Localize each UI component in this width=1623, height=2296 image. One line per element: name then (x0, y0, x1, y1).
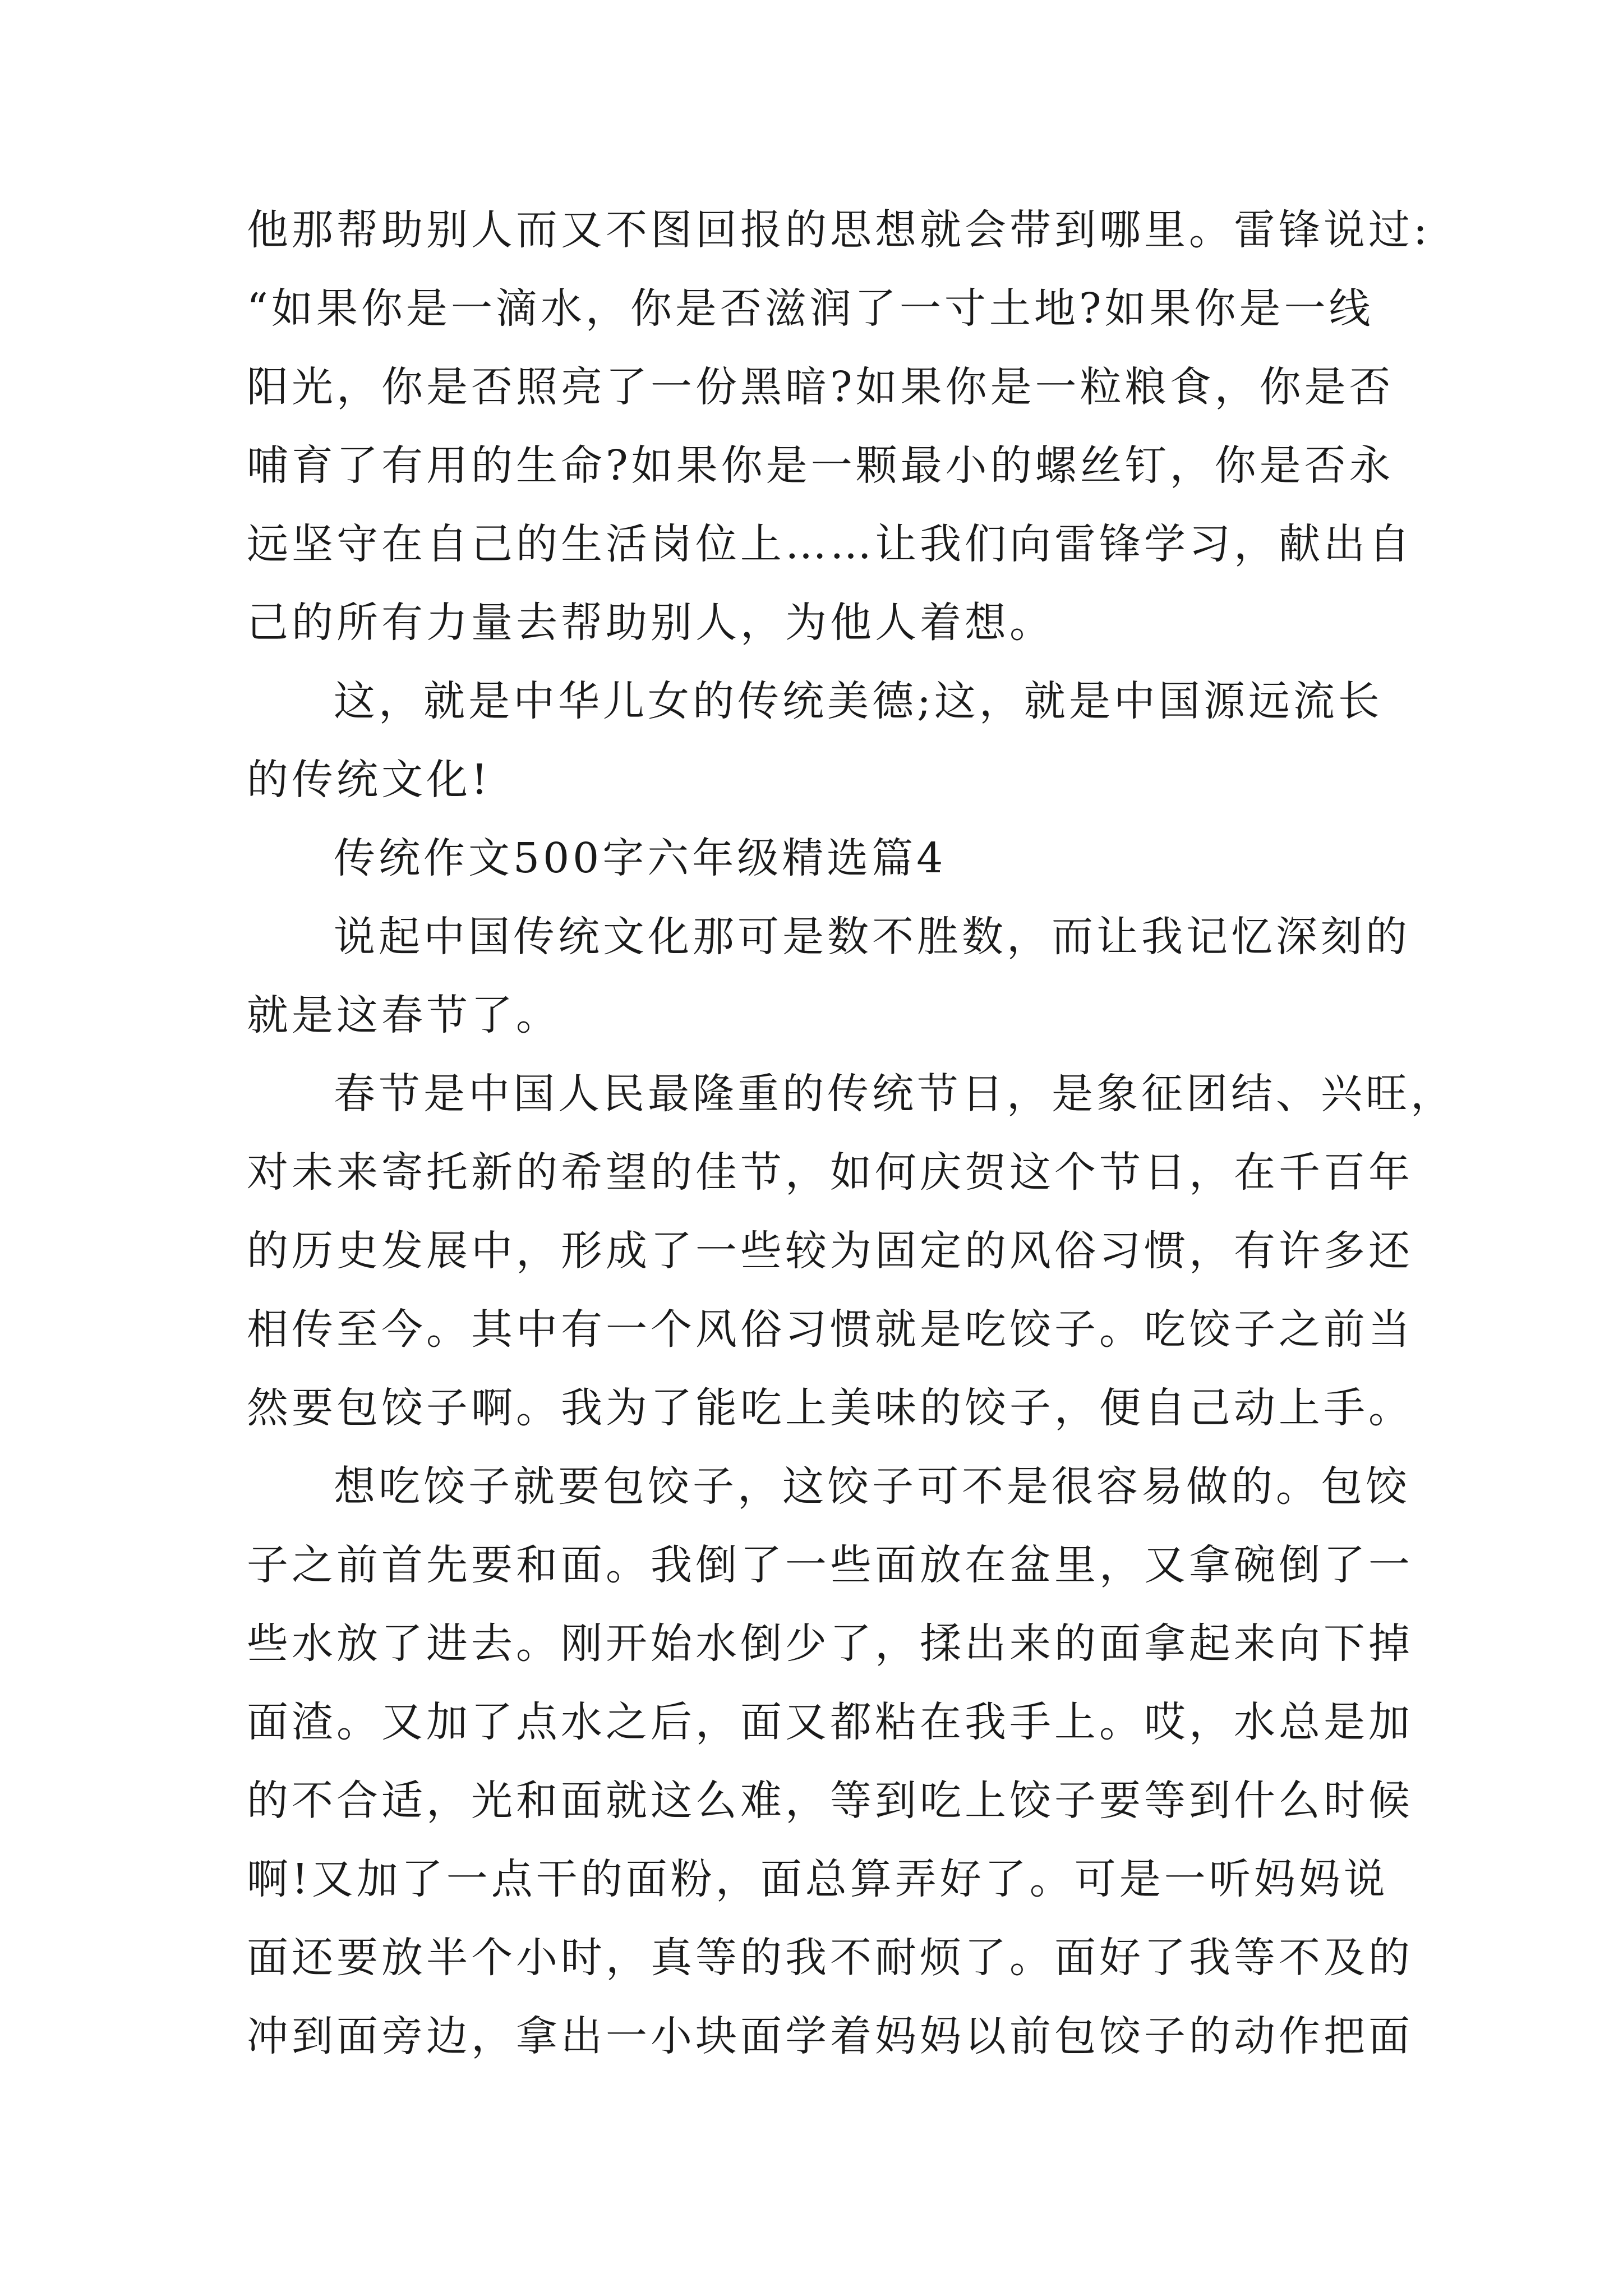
text-line: “如果你是一滴水，你是否滋润了一寸土地?如果你是一线 (247, 284, 1374, 333)
text-line: 哺育了有用的生命?如果你是一颗最小的螺丝钉，你是否永 (247, 441, 1394, 490)
paragraph-start-line: 这，就是中华儿女的传统美德;这，就是中国源远流长 (334, 677, 1383, 725)
text-line: 相传至今。其中有一个风俗习惯就是吃饺子。吃饺子之前当 (247, 1305, 1413, 1354)
paragraph-start-line: 说起中国传统文化那可是数不胜数，而让我记忆深刻的 (334, 913, 1410, 961)
text-line: 的不合适，光和面就这么难，等到吃上饺子要等到什么时候 (247, 1777, 1413, 1825)
text-line: 些水放了进去。刚开始水倒少了，揉出来的面拿起来向下掉 (247, 1619, 1413, 1668)
text-line: 阳光，你是否照亮了一份黑暗?如果你是一粒粮食，你是否 (247, 363, 1394, 411)
section-heading: 传统作文500字六年级精选篇4 (334, 834, 947, 882)
text-line: 冲到面旁边，拿出一小块面学着妈妈以前包饺子的动作把面 (247, 2012, 1413, 2060)
text-line: 就是这春节了。 (247, 991, 561, 1039)
text-line: 他那帮助别人而又不图回报的思想就会带到哪里。雷锋说过: (247, 206, 1431, 254)
body-text (247, 191, 1455, 2076)
paragraph-start-line: 春节是中国人民最隆重的传统节日，是象征团结、兴旺， (334, 1070, 1455, 1118)
text-line: 然要包饺子啊。我为了能吃上美味的饺子，便自己动上手。 (247, 1384, 1413, 1432)
text-line: 己的所有力量去帮助别人，为他人着想。 (247, 599, 1054, 647)
text-line: 远坚守在自己的生活岗位上……让我们向雷锋学习，献出自 (247, 520, 1413, 568)
paragraph-start-line: 想吃饺子就要包饺子，这饺子可不是很容易做的。包饺 (334, 1462, 1410, 1511)
text-line: 子之前首先要和面。我倒了一些面放在盆里，又拿碗倒了一 (247, 1541, 1413, 1589)
text-line: 的传统文化! (247, 756, 491, 804)
text-line: 的历史发展中，形成了一些较为固定的风俗习惯，有许多还 (247, 1227, 1413, 1275)
text-line: 对未来寄托新的希望的佳节，如何庆贺这个节日，在千百年 (247, 1148, 1413, 1197)
text-line: 面还要放半个小时，真等的我不耐烦了。面好了我等不及的 (247, 1934, 1413, 1982)
text-line: 面渣。又加了点水之后，面又都粘在我手上。哎，水总是加 (247, 1698, 1413, 1746)
text-line: 啊!又加了一点干的面粉，面总算弄好了。可是一听妈妈说 (247, 1855, 1389, 1903)
